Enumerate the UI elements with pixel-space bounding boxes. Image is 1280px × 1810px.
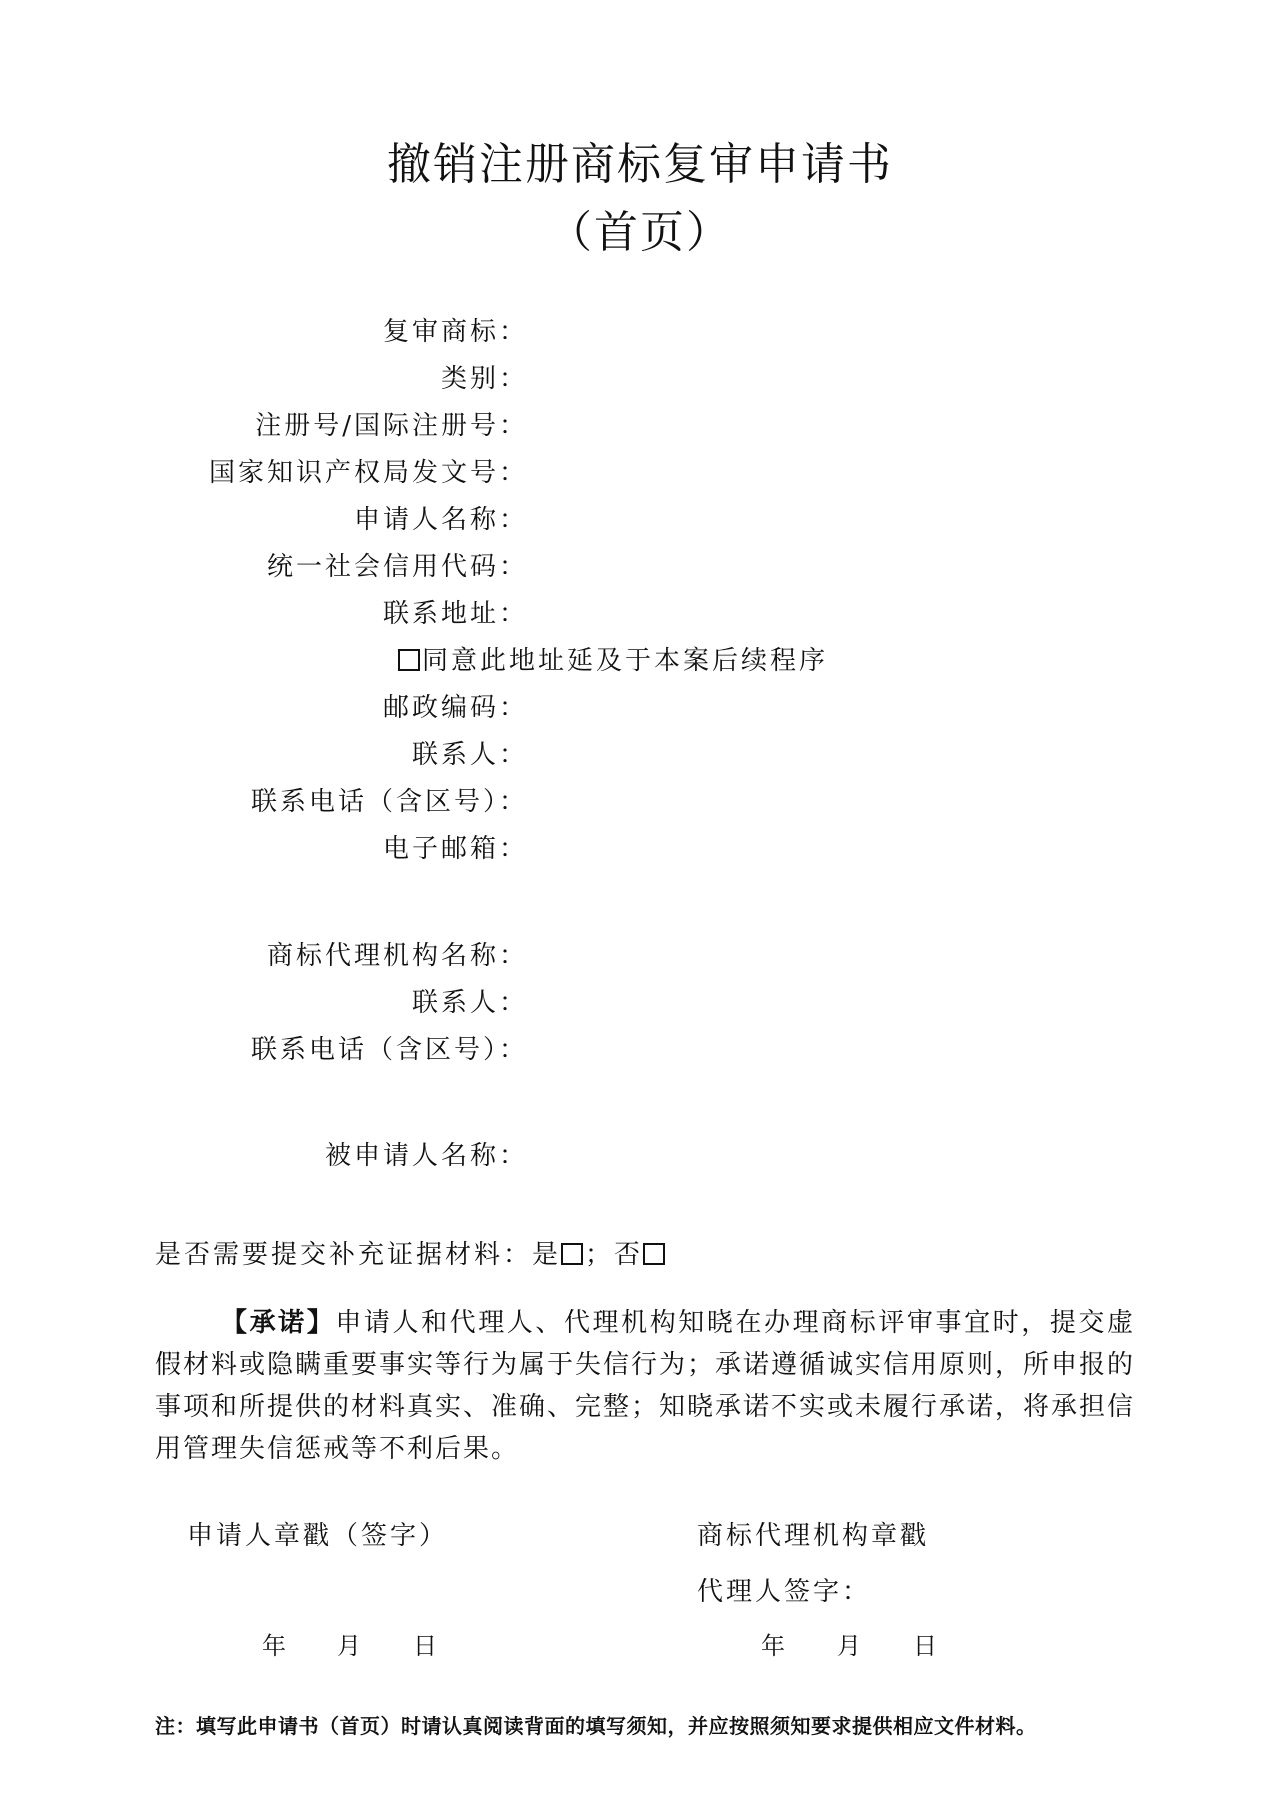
agency-date-day: 日	[913, 1632, 937, 1660]
field-label-email: 电子邮箱：	[382, 834, 528, 864]
field-label-contact: 联系人：	[411, 740, 528, 770]
applicant-date-year: 年	[262, 1632, 286, 1660]
address-extend-checkbox[interactable]	[398, 649, 420, 671]
footnote: 注：填写此申请书（首页）时请认真阅读背面的填写须知，并应按照须知要求提供相应文件材料。	[155, 1714, 1037, 1738]
address-extend-option[interactable]	[398, 643, 828, 679]
applicant-date-day: 日	[413, 1632, 437, 1660]
field-label-reg-number: 注册号/国际注册号：	[255, 411, 528, 441]
agency-seal-label: 商标代理机构章戳	[697, 1521, 930, 1551]
field-label-agency-contact: 联系人：	[411, 988, 528, 1018]
agency-date-year: 年	[761, 1632, 785, 1660]
evidence-question	[155, 1236, 667, 1273]
evidence-yes-checkbox[interactable]	[561, 1243, 583, 1265]
field-label-phone: 联系电话（含区号）：	[250, 787, 528, 817]
applicant-date-month: 月	[337, 1632, 361, 1660]
promise-paragraph	[155, 1302, 1135, 1470]
field-label-applicant-name: 申请人名称：	[353, 505, 528, 535]
page-subtitle: （首页）	[548, 207, 732, 258]
applicant-seal-label: 申请人章戳（签字）	[187, 1521, 449, 1551]
page-title: 撤销注册商标复审申请书	[387, 139, 893, 190]
field-label-agency-phone: 联系电话（含区号）：	[250, 1035, 528, 1065]
field-label-trademark: 复审商标：	[382, 317, 528, 347]
field-label-agency-name: 商标代理机构名称：	[266, 941, 528, 971]
evidence-separator: ；否	[585, 1240, 644, 1270]
field-label-postal-code: 邮政编码：	[382, 693, 528, 723]
address-extend-label: 同意此地址延及于本案后续程序	[422, 646, 829, 676]
field-label-credit-code: 统一社会信用代码：	[266, 552, 528, 582]
field-label-respondent-name: 被申请人名称：	[324, 1141, 528, 1171]
promise-heading: 【承诺】	[221, 1308, 336, 1338]
evidence-no-checkbox[interactable]	[643, 1243, 665, 1265]
field-label-class: 类别：	[440, 364, 528, 394]
field-label-cnipa-doc-number: 国家知识产权局发文号：	[208, 458, 528, 488]
agency-date-month: 月	[837, 1632, 861, 1660]
field-label-address: 联系地址：	[382, 599, 528, 629]
evidence-question-text: 是否需要提交补充证据材料：是	[155, 1240, 562, 1270]
promise-text: 申请人和代理人、代理机构知晓在办理商标评审事宜时，提交虚假材料或隐瞒重要事实等行为属于失信行为；承诺遵循诚实信用原则，所申报的事项和所提供的材料真实、准确、完整；知晓承诺不实或未履行承诺，将承担信用管理失信惩戒等不利后果。	[155, 1308, 1136, 1464]
agent-sign-label: 代理人签字：	[697, 1577, 872, 1607]
